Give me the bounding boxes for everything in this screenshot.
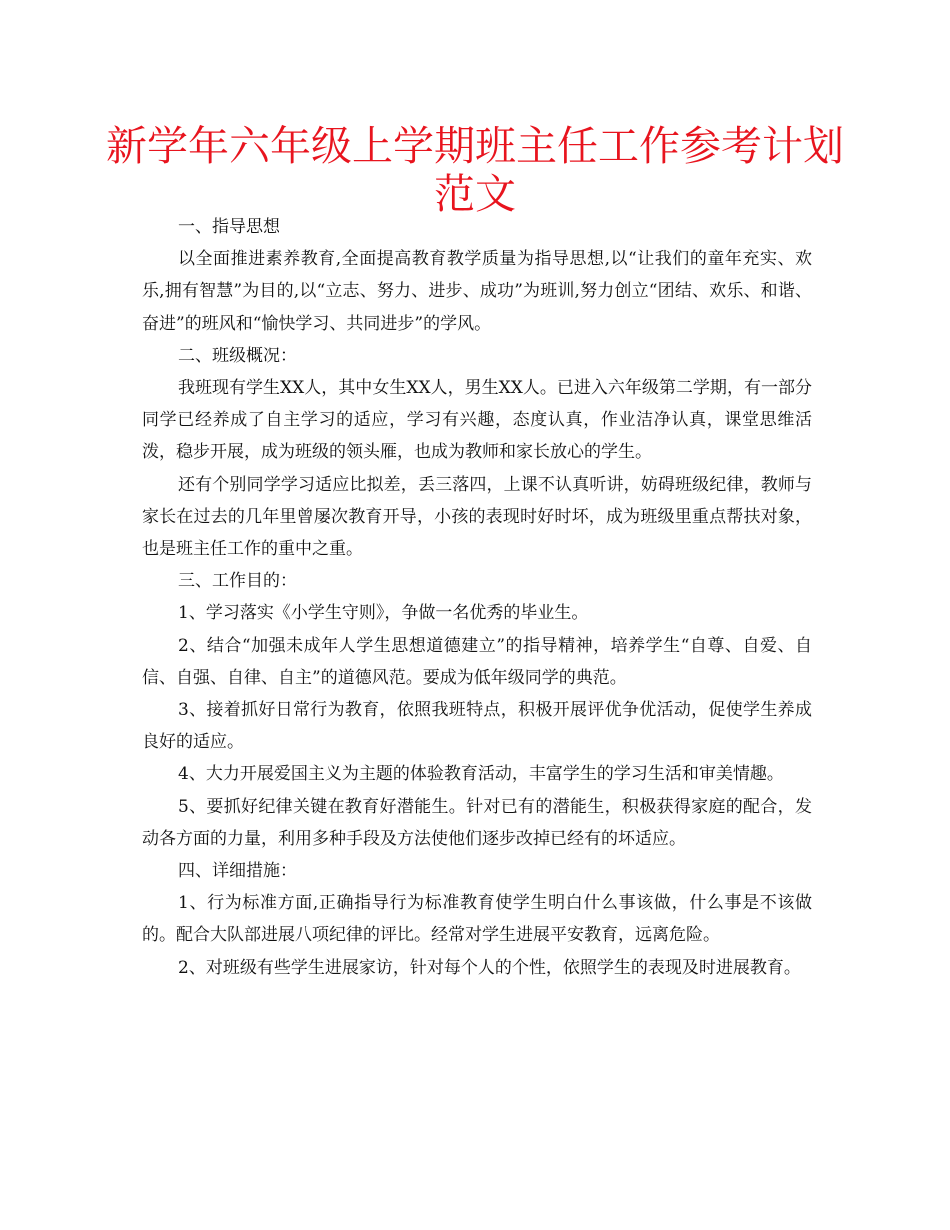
section-heading: 二、班级概况： bbox=[178, 345, 297, 366]
list-item: 2、结合“加强未成年人学生思想道德建立”的指导精神，培养学生“自尊、自爱、自信、自强、自律、自主”的道德风范。要成为低年级同学的典范。 bbox=[142, 635, 812, 688]
document-body bbox=[142, 211, 812, 984]
list-item: 2、对班级有些学生进展家访，针对每个人的个性，依照学生的表现及时进展教育。 bbox=[178, 957, 801, 978]
body-paragraph: 我班现有学生XX人，其中女生XX人，男生XX人。已进入六年级第二学期，有一部分同学已经养成了自主学习的适应，学习有兴趣，态度认真，作业洁净认真，课堂思维活泼，稳步开展，成为班级的领头雁，也成为教师和家长放心的学生。 bbox=[142, 378, 812, 463]
list-item: 1、行为标准方面,正确指导行为标准教育使学生明白什么事该做，什么事是不该做的。配合大队部进展八项纪律的评比。经常对学生进展平安教育，远离危险。 bbox=[142, 893, 812, 946]
list-item: 1、学习落实《小学生守则》，争做一名优秀的毕业生。 bbox=[178, 603, 589, 624]
section-heading: 一、指导思想 bbox=[178, 217, 280, 237]
section-heading: 四、详细措施： bbox=[178, 861, 297, 882]
list-item: 3、接着抓好日常行为教育，依照我班特点，积极开展评优争优活动，促使学生养成良好的适应。 bbox=[142, 700, 812, 753]
list-item: 5、要抓好纪律关键在教育好潜能生。针对已有的潜能生，积极获得家庭的配合，发动各方面的力量，利用多种手段及方法使他们逐步改掉已经有的坏适应。 bbox=[142, 796, 812, 849]
list-item: 4、大力开展爱国主义为主题的体验教育活动，丰富学生的学习生活和审美情趣。 bbox=[178, 764, 784, 785]
body-paragraph: 以全面推进素养教育,全面提高教育教学质量为指导思想,以“让我们的童年充实、欢乐,拥有智慧”为目的,以“立志、努力、进步、成功”为班训,努力创立“团结、欢乐、和谐、奋进”的班风和“愉快学习、共同进步”的学风。 bbox=[142, 249, 812, 334]
document-title-line-2: 范文 bbox=[434, 170, 516, 218]
section-heading: 三、工作目的： bbox=[178, 571, 297, 592]
document-title-line-1: 新学年六年级上学期班主任工作参考计划 bbox=[106, 122, 844, 170]
body-paragraph: 还有个别同学学习适应比拟差，丢三落四，上课不认真听讲，妨碍班级纪律，教师与家长在过去的几年里曾屡次教育开导，小孩的表现时好时坏，成为班级里重点帮扶对象，也是班主任工作的重中之重。 bbox=[142, 474, 812, 560]
